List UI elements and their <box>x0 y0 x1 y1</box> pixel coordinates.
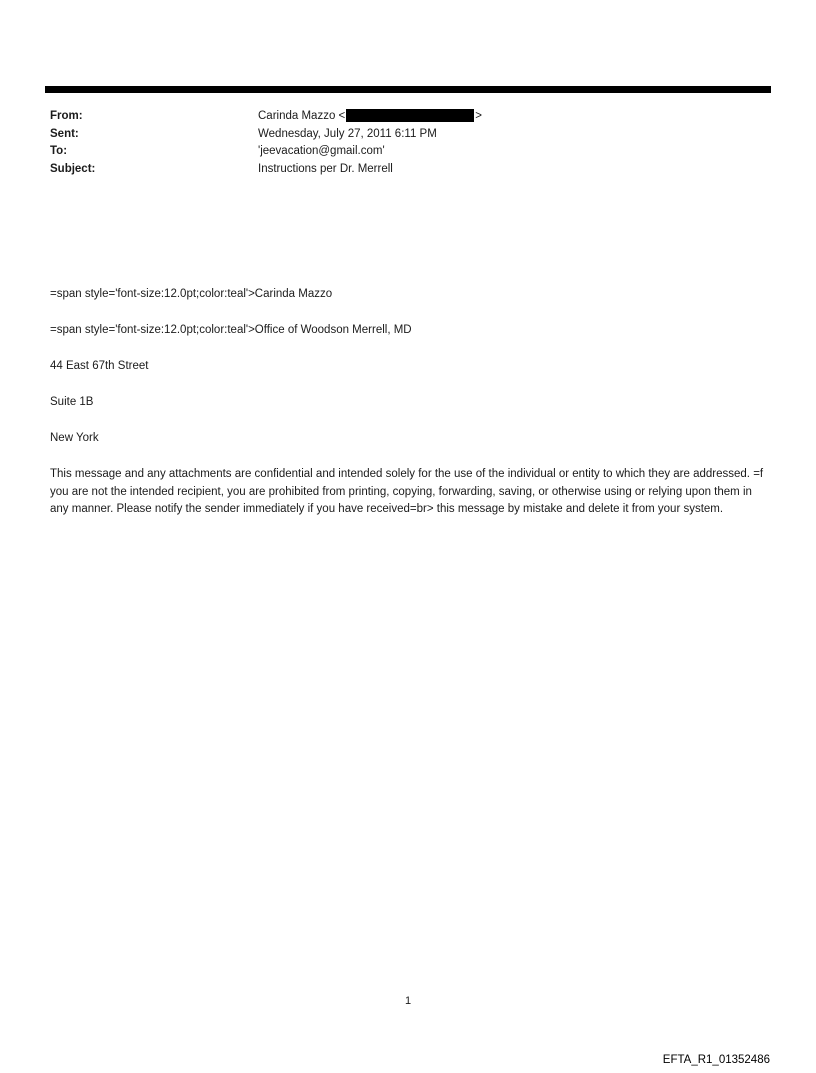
email-body <box>50 286 772 519</box>
subject-label: Subject: <box>50 162 96 175</box>
page-number: 1 <box>404 995 412 1007</box>
header-divider-rule <box>45 86 771 93</box>
subject-value: Instructions per Dr. Merrell <box>258 162 393 175</box>
to-value: 'jeevacation@gmail.com' <box>258 145 385 157</box>
body-line-suite: Suite 1B <box>50 396 94 408</box>
from-value-close: > <box>475 110 482 122</box>
body-line-city: New York <box>50 432 99 444</box>
from-value-name: Carinda Mazzo < <box>258 110 346 122</box>
to-label: To: <box>50 145 68 157</box>
body-line-signature-name: =span style='font-size:12.0pt;color:teal'>Carinda Mazzo <box>50 288 333 300</box>
redacted-email-address <box>346 109 474 122</box>
body-line-office: =span style='font-size:12.0pt;color:teal'>Office of Woodson Merrell, MD <box>50 324 412 336</box>
from-value <box>258 108 770 126</box>
to-row <box>50 143 770 161</box>
body-line-street: 44 East 67th Street <box>50 360 149 372</box>
sent-label: Sent: <box>50 127 79 140</box>
email-header-block <box>50 108 770 178</box>
subject-row <box>50 161 770 179</box>
from-label: From: <box>50 110 83 122</box>
from-row <box>50 108 770 126</box>
bates-number: EFTA_R1_01352486 <box>662 1054 770 1066</box>
sent-row <box>50 126 770 144</box>
confidentiality-disclaimer: This message and any attachments are confidential and intended solely for the use of the individual or entity to which they are addressed. =f you are not the intended recipient, you are prohibited from printing, copying, forwarding, saving, or otherwise using or relying upon them in any manner. Please notify the sender immediately if you have received=br> this message by mistake and delete it from your system. <box>50 468 764 515</box>
sent-value: Wednesday, July 27, 2011 6:11 PM <box>258 127 437 140</box>
